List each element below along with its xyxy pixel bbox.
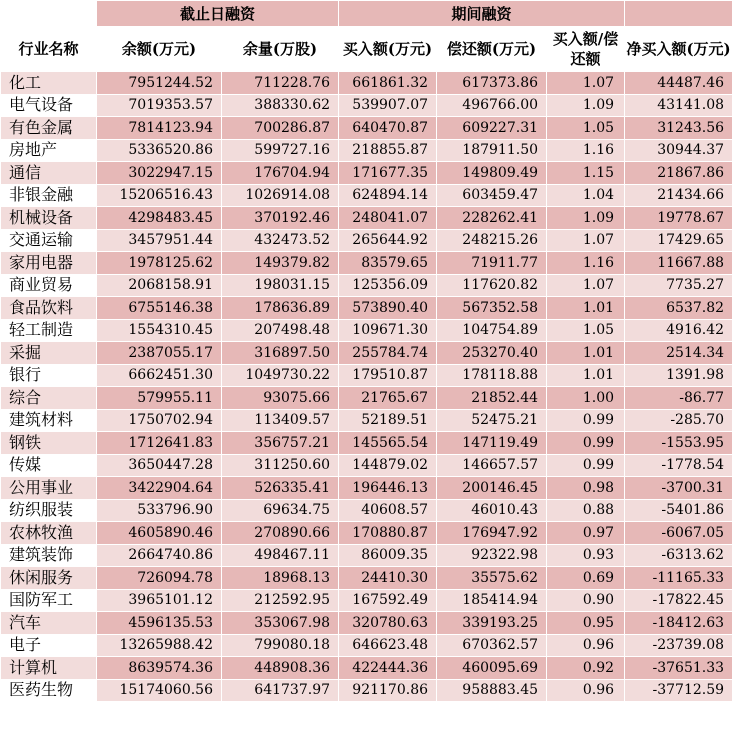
cell-industry: 农林牧渔 — [1, 522, 97, 545]
cell-repay: 52475.21 — [437, 409, 547, 432]
cell-volume: 212592.95 — [222, 589, 339, 612]
cell-net: 11667.88 — [625, 252, 732, 275]
cell-ratio: 1.16 — [547, 139, 625, 162]
cell-balance: 3965101.12 — [97, 589, 222, 612]
table-row — [1, 634, 732, 657]
cell-ratio: 0.95 — [547, 612, 625, 635]
cell-buy: 661861.32 — [339, 72, 437, 95]
cell-balance: 2068158.91 — [97, 274, 222, 297]
cell-balance: 1750702.94 — [97, 409, 222, 432]
cell-industry: 化工 — [1, 72, 97, 95]
cell-industry: 医药生物 — [1, 679, 97, 702]
cell-volume: 356757.21 — [222, 432, 339, 455]
cell-buy: 83579.65 — [339, 252, 437, 275]
cell-repay: 670362.57 — [437, 634, 547, 657]
table-row — [1, 274, 732, 297]
cell-industry: 商业贸易 — [1, 274, 97, 297]
cell-ratio: 1.05 — [547, 117, 625, 140]
table-row — [1, 252, 732, 275]
cell-volume: 69634.75 — [222, 499, 339, 522]
col-header-net: 净买入额(万元) — [625, 27, 732, 72]
cell-industry: 家用电器 — [1, 252, 97, 275]
table-row — [1, 207, 732, 230]
cell-net: -285.70 — [625, 409, 732, 432]
cell-industry: 计算机 — [1, 657, 97, 680]
cell-industry: 交通运输 — [1, 229, 97, 252]
cell-industry: 银行 — [1, 364, 97, 387]
cell-buy: 248041.07 — [339, 207, 437, 230]
cell-volume: 113409.57 — [222, 409, 339, 432]
cell-balance: 5336520.86 — [97, 139, 222, 162]
cell-buy: 125356.09 — [339, 274, 437, 297]
cell-industry: 国防军工 — [1, 589, 97, 612]
table-row — [1, 94, 732, 117]
cell-ratio: 0.99 — [547, 432, 625, 455]
table-row — [1, 139, 732, 162]
cell-repay: 178118.88 — [437, 364, 547, 387]
table-row — [1, 319, 732, 342]
cell-net: -11165.33 — [625, 567, 732, 590]
cell-balance: 3650447.28 — [97, 454, 222, 477]
col-header-buy: 买入额(万元) — [339, 27, 437, 72]
cell-buy: 255784.74 — [339, 342, 437, 365]
cell-balance: 13265988.42 — [97, 634, 222, 657]
cell-buy: 171677.35 — [339, 162, 437, 185]
cell-balance: 3422904.64 — [97, 477, 222, 500]
cell-balance: 7019353.57 — [97, 94, 222, 117]
cell-industry: 综合 — [1, 387, 97, 410]
table-row — [1, 72, 732, 95]
cell-repay: 117620.82 — [437, 274, 547, 297]
cell-buy: 145565.54 — [339, 432, 437, 455]
cell-balance: 533796.90 — [97, 499, 222, 522]
cell-buy: 265644.92 — [339, 229, 437, 252]
cell-ratio: 0.96 — [547, 634, 625, 657]
cell-industry: 有色金属 — [1, 117, 97, 140]
cell-volume: 149379.82 — [222, 252, 339, 275]
cell-net: -6067.05 — [625, 522, 732, 545]
cell-ratio: 0.93 — [547, 544, 625, 567]
cell-industry: 休闲服务 — [1, 567, 97, 590]
cell-repay: 149809.49 — [437, 162, 547, 185]
cell-buy: 21765.67 — [339, 387, 437, 410]
cell-repay: 185414.94 — [437, 589, 547, 612]
cell-volume: 178636.89 — [222, 297, 339, 320]
cell-ratio: 1.00 — [547, 387, 625, 410]
cell-net: 17429.65 — [625, 229, 732, 252]
cell-volume: 388330.62 — [222, 94, 339, 117]
cell-net: 30944.37 — [625, 139, 732, 162]
cell-repay: 187911.50 — [437, 139, 547, 162]
cell-repay: 253270.40 — [437, 342, 547, 365]
header-group-closing-date: 截止日融资 — [97, 1, 339, 27]
col-header-repay: 偿还额(万元) — [437, 27, 547, 72]
table-row — [1, 342, 732, 365]
cell-net: -3700.31 — [625, 477, 732, 500]
cell-repay: 71911.77 — [437, 252, 547, 275]
cell-balance: 3457951.44 — [97, 229, 222, 252]
cell-industry: 建筑材料 — [1, 409, 97, 432]
cell-volume: 526335.41 — [222, 477, 339, 500]
cell-balance: 15206516.43 — [97, 184, 222, 207]
cell-buy: 109671.30 — [339, 319, 437, 342]
cell-ratio: 1.04 — [547, 184, 625, 207]
cell-balance: 6662451.30 — [97, 364, 222, 387]
cell-net: 31243.56 — [625, 117, 732, 140]
cell-ratio: 0.99 — [547, 454, 625, 477]
cell-repay: 228262.41 — [437, 207, 547, 230]
header-blank-right — [625, 1, 732, 27]
cell-volume: 498467.11 — [222, 544, 339, 567]
cell-ratio: 1.07 — [547, 229, 625, 252]
cell-buy: 24410.30 — [339, 567, 437, 590]
cell-net: 4916.42 — [625, 319, 732, 342]
table-row — [1, 657, 732, 680]
cell-volume: 448908.36 — [222, 657, 339, 680]
cell-industry: 建筑装饰 — [1, 544, 97, 567]
table-row — [1, 409, 732, 432]
cell-industry: 传媒 — [1, 454, 97, 477]
cell-volume: 18968.13 — [222, 567, 339, 590]
cell-net: -1553.95 — [625, 432, 732, 455]
cell-net: -17822.45 — [625, 589, 732, 612]
table-row — [1, 432, 732, 455]
cell-volume: 176704.94 — [222, 162, 339, 185]
cell-repay: 567352.58 — [437, 297, 547, 320]
cell-net: -37712.59 — [625, 679, 732, 702]
cell-buy: 539907.07 — [339, 94, 437, 117]
cell-balance: 8639574.36 — [97, 657, 222, 680]
cell-buy: 144879.02 — [339, 454, 437, 477]
cell-buy: 196446.13 — [339, 477, 437, 500]
cell-industry: 汽车 — [1, 612, 97, 635]
cell-ratio: 1.07 — [547, 274, 625, 297]
cell-industry: 房地产 — [1, 139, 97, 162]
table-row — [1, 229, 732, 252]
cell-balance: 1978125.62 — [97, 252, 222, 275]
cell-volume: 198031.15 — [222, 274, 339, 297]
cell-industry: 采掘 — [1, 342, 97, 365]
cell-balance: 3022947.15 — [97, 162, 222, 185]
cell-net: 21434.66 — [625, 184, 732, 207]
cell-volume: 599727.16 — [222, 139, 339, 162]
cell-net: 44487.46 — [625, 72, 732, 95]
cell-balance: 726094.78 — [97, 567, 222, 590]
cell-ratio: 1.01 — [547, 364, 625, 387]
cell-industry: 钢铁 — [1, 432, 97, 455]
cell-net: -23739.08 — [625, 634, 732, 657]
cell-ratio: 1.16 — [547, 252, 625, 275]
cell-ratio: 1.15 — [547, 162, 625, 185]
cell-ratio: 0.88 — [547, 499, 625, 522]
table-row — [1, 522, 732, 545]
col-header-industry: 行业名称 — [1, 27, 97, 72]
cell-repay: 496766.00 — [437, 94, 547, 117]
cell-buy: 921170.86 — [339, 679, 437, 702]
cell-balance: 15174060.56 — [97, 679, 222, 702]
cell-volume: 370192.46 — [222, 207, 339, 230]
table-row — [1, 477, 732, 500]
cell-industry: 纺织服装 — [1, 499, 97, 522]
cell-repay: 603459.47 — [437, 184, 547, 207]
cell-balance: 4596135.53 — [97, 612, 222, 635]
cell-ratio: 1.07 — [547, 72, 625, 95]
cell-industry: 电气设备 — [1, 94, 97, 117]
cell-ratio: 1.01 — [547, 297, 625, 320]
table-row — [1, 612, 732, 635]
cell-balance: 7814123.94 — [97, 117, 222, 140]
table-row — [1, 162, 732, 185]
table-row — [1, 364, 732, 387]
cell-repay: 958883.45 — [437, 679, 547, 702]
col-header-volume: 余量(万股) — [222, 27, 339, 72]
cell-balance: 4298483.45 — [97, 207, 222, 230]
cell-buy: 52189.51 — [339, 409, 437, 432]
cell-volume: 316897.50 — [222, 342, 339, 365]
cell-net: 2514.34 — [625, 342, 732, 365]
cell-repay: 146657.57 — [437, 454, 547, 477]
col-header-balance: 余额(万元) — [97, 27, 222, 72]
cell-ratio: 0.98 — [547, 477, 625, 500]
cell-net: 21867.86 — [625, 162, 732, 185]
table-body — [1, 72, 732, 702]
cell-repay: 339193.25 — [437, 612, 547, 635]
cell-balance: 2387055.17 — [97, 342, 222, 365]
cell-ratio: 0.69 — [547, 567, 625, 590]
cell-net: 7735.27 — [625, 274, 732, 297]
cell-net: -86.77 — [625, 387, 732, 410]
cell-industry: 非银金融 — [1, 184, 97, 207]
cell-balance: 4605890.46 — [97, 522, 222, 545]
cell-balance: 6755146.38 — [97, 297, 222, 320]
cell-net: 6537.82 — [625, 297, 732, 320]
cell-ratio: 0.99 — [547, 409, 625, 432]
cell-volume: 93075.66 — [222, 387, 339, 410]
cell-buy: 167592.49 — [339, 589, 437, 612]
cell-volume: 270890.66 — [222, 522, 339, 545]
cell-net: -18412.63 — [625, 612, 732, 635]
cell-ratio: 1.09 — [547, 94, 625, 117]
cell-buy: 624894.14 — [339, 184, 437, 207]
cell-ratio: 0.90 — [547, 589, 625, 612]
cell-repay: 617373.86 — [437, 72, 547, 95]
cell-volume: 207498.48 — [222, 319, 339, 342]
cell-repay: 248215.26 — [437, 229, 547, 252]
table-row — [1, 499, 732, 522]
cell-volume: 1026914.08 — [222, 184, 339, 207]
cell-net: -37651.33 — [625, 657, 732, 680]
cell-industry: 食品饮料 — [1, 297, 97, 320]
table-row — [1, 589, 732, 612]
table-row — [1, 297, 732, 320]
cell-buy: 640470.87 — [339, 117, 437, 140]
cell-buy: 646623.48 — [339, 634, 437, 657]
cell-balance: 2664740.86 — [97, 544, 222, 567]
cell-ratio: 0.92 — [547, 657, 625, 680]
table-row — [1, 679, 732, 702]
cell-repay: 104754.89 — [437, 319, 547, 342]
cell-repay: 460095.69 — [437, 657, 547, 680]
cell-repay: 21852.44 — [437, 387, 547, 410]
cell-industry: 公用事业 — [1, 477, 97, 500]
cell-repay: 200146.45 — [437, 477, 547, 500]
cell-ratio: 1.01 — [547, 342, 625, 365]
table-row — [1, 387, 732, 410]
cell-industry: 机械设备 — [1, 207, 97, 230]
cell-volume: 1049730.22 — [222, 364, 339, 387]
table-row — [1, 544, 732, 567]
cell-ratio: 1.05 — [547, 319, 625, 342]
table-row — [1, 117, 732, 140]
cell-repay: 176947.92 — [437, 522, 547, 545]
cell-volume: 799080.18 — [222, 634, 339, 657]
cell-buy: 170880.87 — [339, 522, 437, 545]
cell-volume: 353067.98 — [222, 612, 339, 635]
cell-industry: 电子 — [1, 634, 97, 657]
cell-volume: 711228.76 — [222, 72, 339, 95]
header-blank — [1, 1, 97, 27]
cell-balance: 1554310.45 — [97, 319, 222, 342]
cell-net: 43141.08 — [625, 94, 732, 117]
col-header-ratio: 买入额/偿还额 — [547, 27, 625, 72]
cell-net: 1391.98 — [625, 364, 732, 387]
cell-volume: 641737.97 — [222, 679, 339, 702]
cell-net: -1778.54 — [625, 454, 732, 477]
table-row — [1, 184, 732, 207]
cell-industry: 轻工制造 — [1, 319, 97, 342]
cell-buy: 218855.87 — [339, 139, 437, 162]
cell-volume: 432473.52 — [222, 229, 339, 252]
cell-repay: 147119.49 — [437, 432, 547, 455]
cell-buy: 179510.87 — [339, 364, 437, 387]
cell-balance: 7951244.52 — [97, 72, 222, 95]
cell-balance: 1712641.83 — [97, 432, 222, 455]
cell-ratio: 1.09 — [547, 207, 625, 230]
cell-volume: 700286.87 — [222, 117, 339, 140]
cell-buy: 40608.57 — [339, 499, 437, 522]
cell-ratio: 0.97 — [547, 522, 625, 545]
cell-buy: 320780.63 — [339, 612, 437, 635]
cell-net: -6313.62 — [625, 544, 732, 567]
cell-industry: 通信 — [1, 162, 97, 185]
cell-repay: 46010.43 — [437, 499, 547, 522]
table-row — [1, 454, 732, 477]
cell-buy: 422444.36 — [339, 657, 437, 680]
cell-repay: 92322.98 — [437, 544, 547, 567]
table-row — [1, 567, 732, 590]
cell-repay: 609227.31 — [437, 117, 547, 140]
cell-net: -5401.86 — [625, 499, 732, 522]
cell-balance: 579955.11 — [97, 387, 222, 410]
cell-repay: 35575.62 — [437, 567, 547, 590]
cell-volume: 311250.60 — [222, 454, 339, 477]
cell-net: 19778.67 — [625, 207, 732, 230]
cell-buy: 86009.35 — [339, 544, 437, 567]
cell-ratio: 0.96 — [547, 679, 625, 702]
header-group-period: 期间融资 — [339, 1, 625, 27]
cell-buy: 573890.40 — [339, 297, 437, 320]
